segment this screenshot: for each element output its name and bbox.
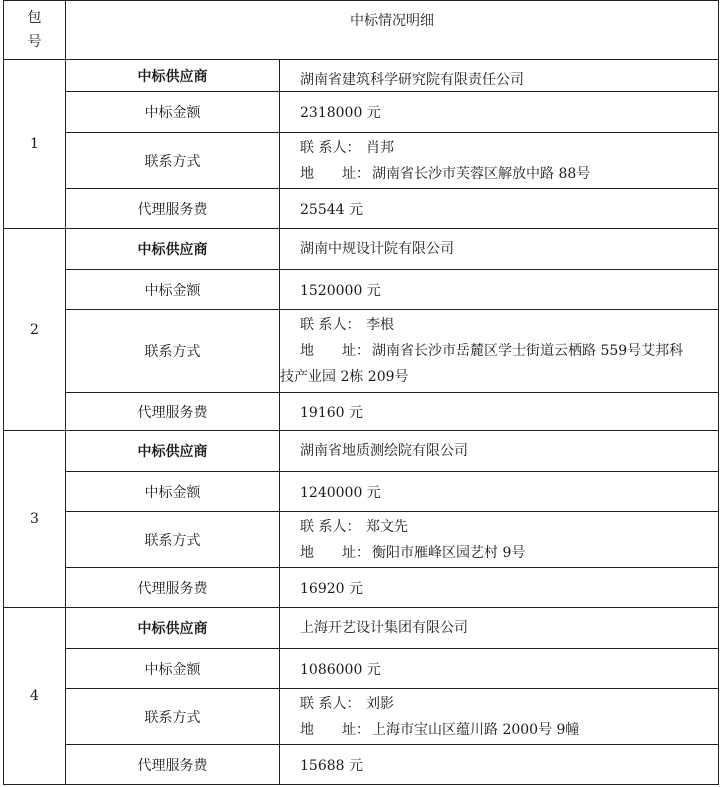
supplier-label: 中标供应商 xyxy=(66,229,280,270)
package-header-line1: 包 xyxy=(27,10,42,26)
contact-person-line xyxy=(280,691,718,717)
contact-person-line xyxy=(280,135,718,161)
table-row xyxy=(4,92,719,133)
package-number: 4 xyxy=(4,608,66,785)
table-row xyxy=(4,512,719,568)
package-number: 2 xyxy=(4,229,66,431)
amount-value: 2318000 元 xyxy=(280,92,719,133)
address-line xyxy=(280,540,718,566)
address-key: 地 址： xyxy=(300,544,370,561)
package-header-line2: 号 xyxy=(27,34,42,50)
address-line xyxy=(280,338,718,364)
address-continuation-value: 技产业园 2栋 209号 xyxy=(280,369,409,385)
address-value: 衡阳市雁峰区园艺村 9号 xyxy=(372,544,526,561)
address-line xyxy=(280,161,718,187)
contact-person-key: 联 系人： xyxy=(300,139,361,156)
table-row xyxy=(4,608,719,649)
amount-value: 1086000 元 xyxy=(280,649,719,689)
address-key: 地 址： xyxy=(300,165,370,182)
contact-person-value: 刘影 xyxy=(366,695,394,712)
package-header xyxy=(4,1,66,60)
table-row xyxy=(4,270,719,310)
contact-person-value: 李根 xyxy=(366,317,394,333)
address-value: 湖南省长沙市芙蓉区解放中路 88号 xyxy=(372,165,591,182)
contact-person-value: 郑文先 xyxy=(366,518,408,535)
contact-person-line xyxy=(280,514,718,540)
supplier-label: 中标供应商 xyxy=(66,60,280,92)
table-row xyxy=(4,649,719,689)
contact-label: 联系方式 xyxy=(66,310,280,393)
contact-value xyxy=(280,512,719,568)
contact-person-line xyxy=(280,312,718,338)
fee-label: 代理服务费 xyxy=(66,745,280,785)
table-row xyxy=(4,393,719,431)
amount-label: 中标金额 xyxy=(66,472,280,512)
package-number: 1 xyxy=(4,60,66,229)
contact-person-key: 联 系人： xyxy=(300,695,361,712)
amount-label: 中标金额 xyxy=(66,649,280,689)
table-header-row xyxy=(4,1,719,60)
contact-label: 联系方式 xyxy=(66,512,280,568)
amount-value: 1240000 元 xyxy=(280,472,719,512)
fee-label: 代理服务费 xyxy=(66,393,280,431)
supplier-value: 湖南省建筑科学研究院有限责任公司 xyxy=(280,60,719,92)
table-row xyxy=(4,689,719,745)
table-row xyxy=(4,189,719,229)
fee-value: 16920 元 xyxy=(280,568,719,608)
fee-value: 19160 元 xyxy=(280,393,719,431)
table-row xyxy=(4,133,719,189)
address-key: 地 址： xyxy=(300,343,370,359)
table-row xyxy=(4,472,719,512)
supplier-label: 中标供应商 xyxy=(66,608,280,649)
contact-label: 联系方式 xyxy=(66,689,280,745)
package-number: 3 xyxy=(4,431,66,608)
supplier-label: 中标供应商 xyxy=(66,431,280,472)
contact-person-key: 联 系人： xyxy=(300,518,361,535)
table-row xyxy=(4,745,719,785)
amount-value: 1520000 元 xyxy=(280,270,719,310)
address-value: 湖南省长沙市岳麓区学士街道云栖路 559号艾邦科 xyxy=(372,343,684,359)
supplier-value: 湖南省地质测绘院有限公司 xyxy=(280,431,719,472)
contact-person-key: 联 系人： xyxy=(300,317,361,333)
table-row xyxy=(4,60,719,92)
amount-label: 中标金额 xyxy=(66,92,280,133)
address-value: 上海市宝山区蕴川路 2000号 9幢 xyxy=(372,721,580,738)
contact-value xyxy=(280,133,719,189)
fee-label: 代理服务费 xyxy=(66,189,280,229)
contact-person-value: 肖邦 xyxy=(366,139,394,156)
address-key: 地 址： xyxy=(300,721,370,738)
contact-label: 联系方式 xyxy=(66,133,280,189)
supplier-value: 湖南中规设计院有限公司 xyxy=(280,229,719,270)
table-row xyxy=(4,229,719,270)
fee-value: 25544 元 xyxy=(280,189,719,229)
table-row xyxy=(4,568,719,608)
fee-value: 15688 元 xyxy=(280,745,719,785)
amount-label: 中标金额 xyxy=(66,270,280,310)
address-continuation-line xyxy=(280,364,718,390)
details-header: 中标情况明细 xyxy=(66,1,719,60)
contact-value xyxy=(280,689,719,745)
contact-value xyxy=(280,310,719,393)
table-row xyxy=(4,431,719,472)
supplier-value: 上海开艺设计集团有限公司 xyxy=(280,608,719,649)
fee-label: 代理服务费 xyxy=(66,568,280,608)
table-row xyxy=(4,310,719,393)
award-details-table xyxy=(3,0,719,785)
address-line xyxy=(280,717,718,743)
